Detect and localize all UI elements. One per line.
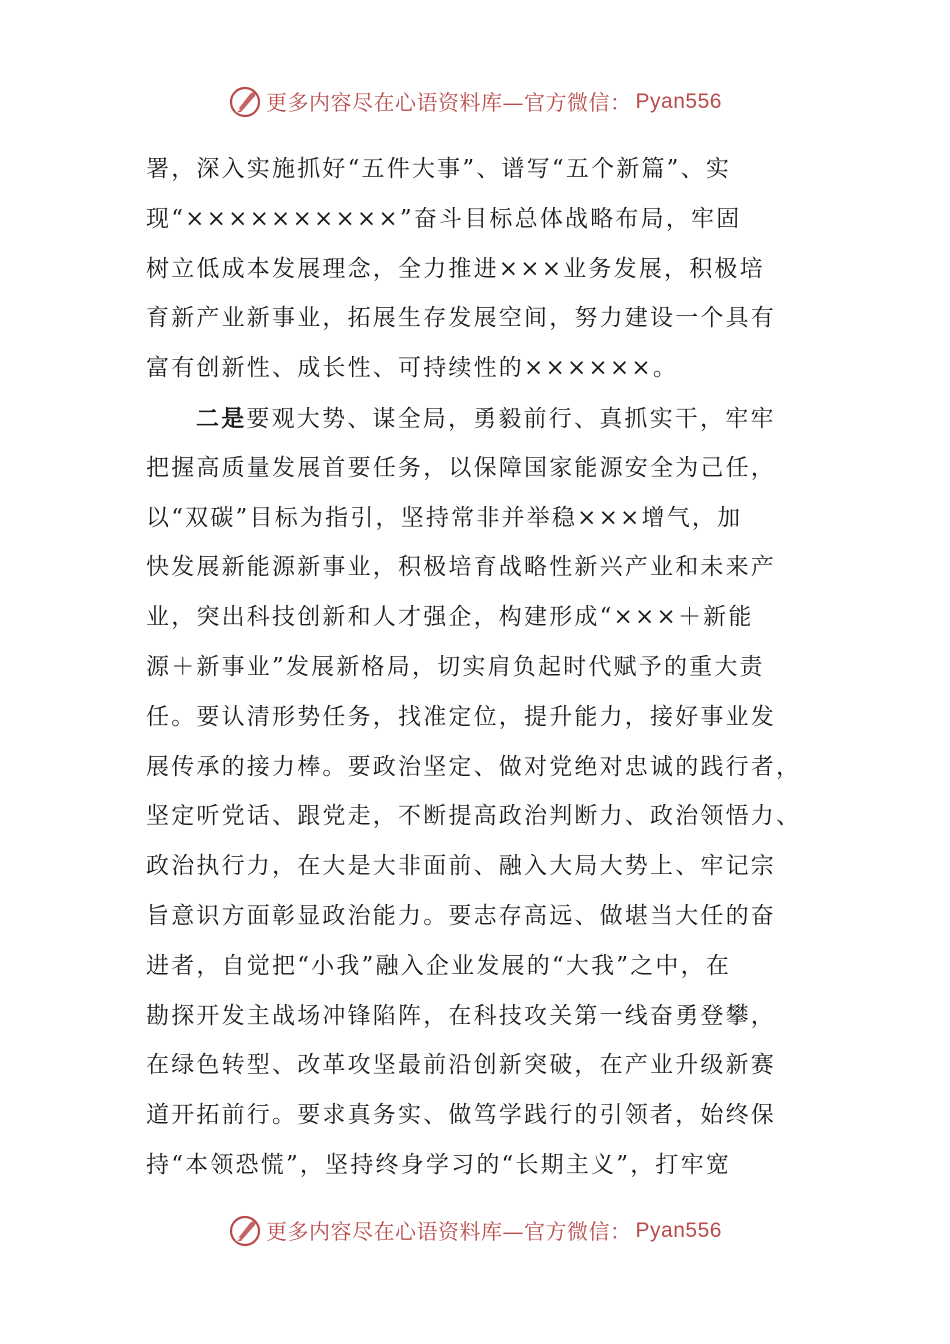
text-line: 育新产业新事业，拓展生存发展空间，努力建设一个具有 [146, 305, 776, 332]
footer-wechat-id: Pyan556 [635, 1219, 722, 1242]
text-line: 富有创新性、成长性、可持续性的××××××。 [146, 355, 679, 382]
header-wechat-id: Pyan556 [635, 90, 722, 113]
text-line: 坚定听党话、跟党走，不断提高政治判断力、政治领悟力、 [146, 803, 802, 830]
quill-logo-icon [228, 85, 262, 119]
text-line: 署，深入实施抓好“五件大事”、谱写“五个新篇”、实 [146, 156, 732, 182]
text-line: 快发展新能源新事业，积极培育战略性新兴产业和未来产 [146, 554, 776, 581]
quill-logo-icon [228, 1214, 262, 1248]
text-line: 道开拓前行。要求真务实、做笃学践行的引领者，始终保 [146, 1102, 776, 1129]
text-line: 持“本领恐慌”，坚持终身学习的“长期主义”，打牢宽 [146, 1151, 732, 1178]
text-line: 现“××××××××××”奋斗目标总体战略布局，牢固 [146, 205, 742, 232]
text-line: 政治执行力，在大是大非面前、融入大局大势上、牢记宗 [146, 853, 776, 880]
text-line: 进者，自觉把“小我”融入企业发展的“大我”之中，在 [146, 952, 732, 979]
text-line: 把握高质量发展首要任务，以保障国家能源安全为己任， [146, 454, 776, 481]
text-line: 树立低成本发展理念，全力推进×××业务发展，积极培 [146, 255, 765, 282]
footer-watermark [0, 1209, 950, 1253]
paragraph-start-line [146, 394, 806, 444]
text-line: 源＋新事业”发展新格局，切实肩负起时代赋予的重大责 [146, 653, 765, 680]
text-line: 勘探开发主战场冲锋陷阵，在科技攻关第一线奋勇登攀， [146, 1002, 776, 1029]
text-line: 以“双碳”目标为指引，坚持常非并举稳×××增气，加 [146, 504, 743, 531]
footer-watermark-text: 更多内容尽在心语资料库—官方微信： [266, 1220, 632, 1244]
text-line: 在绿色转型、改革攻坚最前沿创新突破，在产业升级新赛 [146, 1052, 776, 1079]
text-line: 任。要认清形势任务，找准定位，提升能力，接好事业发 [146, 703, 776, 730]
text-line: 旨意识方面彰显政治能力。要志存高远、做堪当大任的奋 [146, 902, 776, 929]
header-watermark [0, 80, 950, 124]
body-text [146, 145, 806, 1191]
header-watermark-text: 更多内容尽在心语资料库—官方微信： [266, 91, 632, 115]
text-line: 业，突出科技创新和人才强企，构建形成“×××＋新能 [146, 604, 754, 631]
text-line: 要观大势、谋全局，勇毅前行、真抓实干，牢牢 [246, 405, 776, 432]
text-line: 展传承的接力棒。要政治坚定、做对党绝对忠诚的践行者， [146, 753, 802, 780]
paragraph-lead: 二是 [196, 404, 247, 432]
